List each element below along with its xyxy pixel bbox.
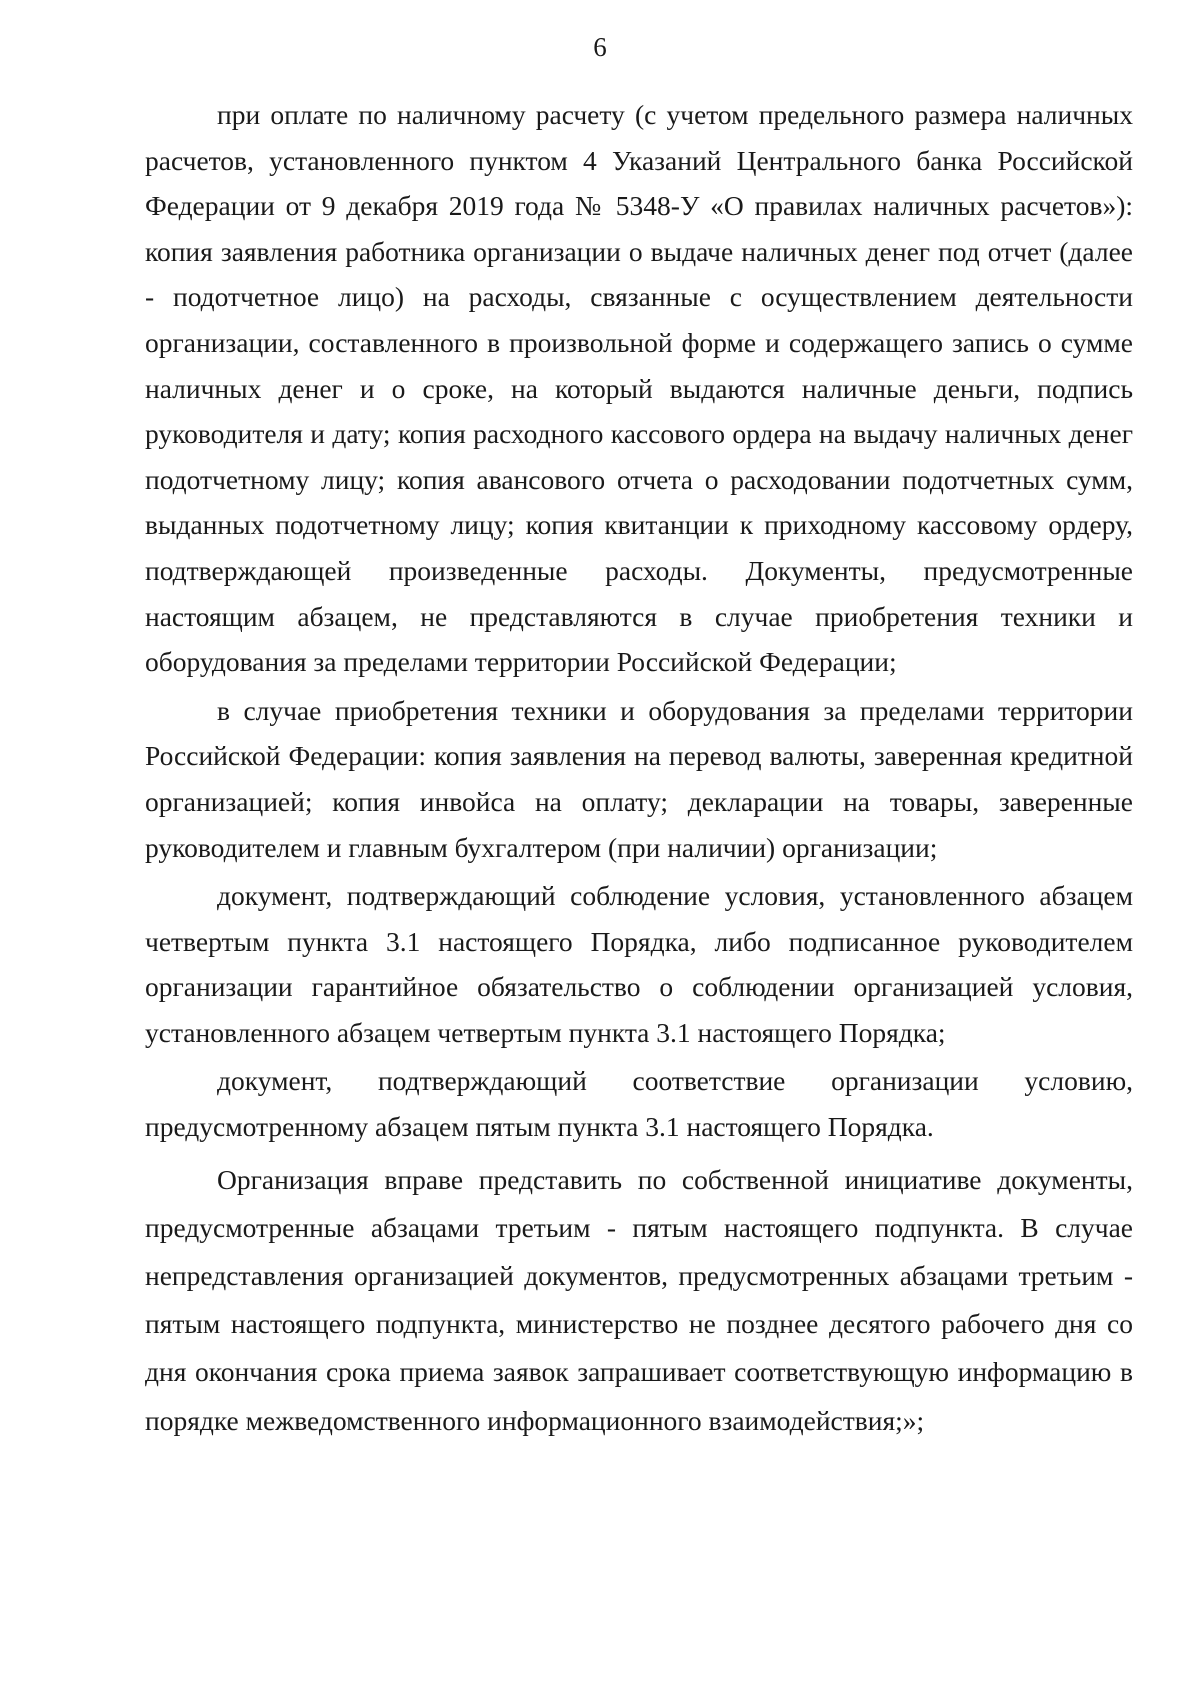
paragraph-own-initiative: Организация вправе представить по собственной инициативе документы, предусмотренные абзацами третьим - пятым настоящего подпункта. В случае непредставления организацией документов, предусмотренных абзацами третьим - пятым настоящего подпункта, министерство не позднее десятого рабочего дня со дня окончания срока приема заявок запрашивает соответствующую информацию в порядке межведомственного информационного взаимодействия;»; <box>145 1163 1133 1436</box>
paragraph-cash-payment: при оплате по наличному расчету (с учетом предельного размера наличных расчетов, установленного пунктом 4 Указаний Центрального банка Российской Федерации от 9 декабря 2019 года № 5348-У «О правилах наличных расчетов»): копия заявления работника организации о выдаче наличных денег под отчет (далее - подотчетное лицо) на расходы, связанные с осуществлением деятельности организации, составленного в произвольной форме и содержащего запись о сумме наличных денег и о сроке, на который выдаются наличные деньги, подпись руководителя и дату; копия расходного кассового ордера на выдачу наличных денег подотчетному лицу; копия авансового отчета о расходовании подотчетных сумм, выданных подотчетному лицу; копия квитанции к приходному кассовому ордеру, подтверждающей произведенные расходы. Документы, предусмотренные настоящим абзацем, не представляются в случае приобретения техники и оборудования за пределами территории Российской Федерации; <box>145 99 1133 678</box>
document-body <box>145 92 1133 1445</box>
page-number: 6 <box>593 32 607 62</box>
paragraph-foreign-purchase: в случае приобретения техники и оборудования за пределами территории Российской Федерации: копия заявления на перевод валюты, заверенная кредитной организацией; копия инвойса на оплату; декларации на товары, заверенные руководителем и главным бухгалтером (при наличии) организации; <box>145 694 1133 863</box>
paragraph-condition-document: документ, подтверждающий соблюдение условия, установленного абзацем четвертым пункта 3.1 настоящего Порядка, либо подписанное руководителем организации гарантийное обязательство о соблюдении организацией условия, установленного абзацем четвертым пункта 3.1 настоящего Порядка; <box>145 880 1133 1048</box>
paragraph-compliance-document: документ, подтверждающий соответствие организации условию, предусмотренному абзацем пятым пункта 3.1 настоящего Порядка. <box>145 1065 1133 1143</box>
